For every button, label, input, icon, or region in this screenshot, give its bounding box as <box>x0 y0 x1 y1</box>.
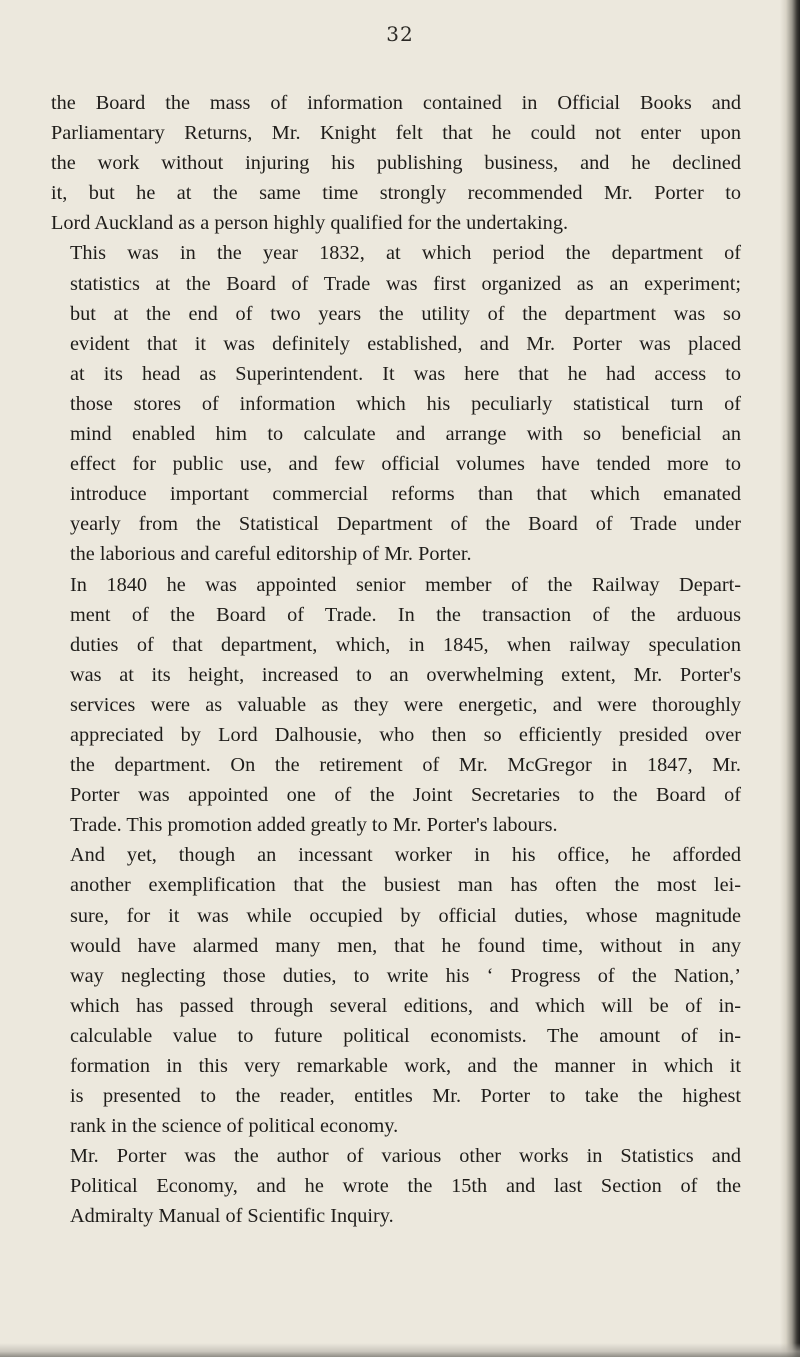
text-line: services were as valuable as they were energetic, and were thoroughly <box>70 693 741 716</box>
text-line: another exemplification that the busiest man has often the most lei- <box>70 874 741 897</box>
text-line: Trade. This promotion added greatly to Mr. Porter's labours. <box>70 814 558 837</box>
text-line: effect for public use, and few official volumes have tended more to <box>70 453 741 476</box>
text-line: but at the end of two years the utility of the department was so <box>70 302 741 325</box>
body-text <box>51 88 741 1232</box>
text-line: yearly from the Statistical Department of the Board of Trade under <box>70 513 741 536</box>
text-line: would have alarmed many men, that he found time, without in any <box>70 934 741 957</box>
text-line: Parliamentary Returns, Mr. Knight felt that he could not enter upon <box>51 122 741 145</box>
text-line: it, but he at the same time strongly recommended Mr. Porter to <box>51 182 741 205</box>
text-line: way neglecting those duties, to write his ‘ Progress of the Nation,’ <box>70 964 741 987</box>
paragraph <box>51 1141 741 1231</box>
text-line: rank in the science of political economy. <box>70 1115 399 1138</box>
text-line: appreciated by Lord Dalhousie, who then so efficiently presided over <box>70 723 741 746</box>
text-line: Mr. Porter was the author of various other works in Statistics and <box>70 1145 741 1168</box>
text-line: was at its height, increased to an overwhelming extent, Mr. Porter's <box>70 663 741 686</box>
text-line: mind enabled him to calculate and arrange with so beneficial an <box>70 423 741 446</box>
text-line: is presented to the reader, entitles Mr. Porter to take the highest <box>70 1085 741 1108</box>
text-line: formation in this very remarkable work, and the manner in which it <box>70 1055 741 1077</box>
text-line: sure, for it was while occupied by official duties, whose magnitude <box>70 904 741 927</box>
text-line: the laborious and careful editorship of Mr. Porter. <box>70 543 472 566</box>
text-line: statistics at the Board of Trade was first organized as an experiment; <box>70 272 741 295</box>
paragraph <box>51 570 741 841</box>
text-line: those stores of information which his peculiarly statistical turn of <box>70 392 741 415</box>
text-line: the work without injuring his publishing business, and he declined <box>51 152 741 175</box>
text-line: evident that it was definitely established, and Mr. Porter was placed <box>70 332 741 355</box>
text-line: introduce important commercial reforms than that which emanated <box>70 483 741 506</box>
text-line: In 1840 he was appointed senior member of the Railway Depart- <box>70 573 741 596</box>
text-line: which has passed through several editions, and which will be of in- <box>70 994 741 1017</box>
paragraph <box>51 238 741 569</box>
text-line: And yet, though an incessant worker in his office, he afforded <box>70 844 741 867</box>
page-bottom-shadow <box>0 1343 800 1357</box>
text-line: Porter was appointed one of the Joint Secretaries to the Board of <box>70 784 741 807</box>
text-line: Political Economy, and he wrote the 15th and last Section of the <box>70 1175 741 1198</box>
text-line: This was in the year 1832, at which period the department of <box>70 242 741 265</box>
text-line: the Board the mass of information contained in Official Books and <box>51 92 741 114</box>
text-line: at its head as Superintendent. It was here that he had access to <box>70 362 741 385</box>
page-edge-shadow <box>780 0 800 1357</box>
text-line: calculable value to future political economists. The amount of in- <box>70 1024 741 1047</box>
page-number: 32 <box>386 22 414 46</box>
text-line: duties of that department, which, in 1845, when railway speculation <box>70 633 741 656</box>
paragraph <box>51 88 741 238</box>
text-line: Lord Auckland as a person highly qualified for the undertaking. <box>51 212 569 235</box>
text-line: the department. On the retirement of Mr. McGregor in 1847, Mr. <box>70 754 741 777</box>
text-line: ment of the Board of Trade. In the transaction of the arduous <box>70 603 741 626</box>
text-line: Admiralty Manual of Scientific Inquiry. <box>70 1205 394 1228</box>
paragraph <box>51 840 741 1141</box>
